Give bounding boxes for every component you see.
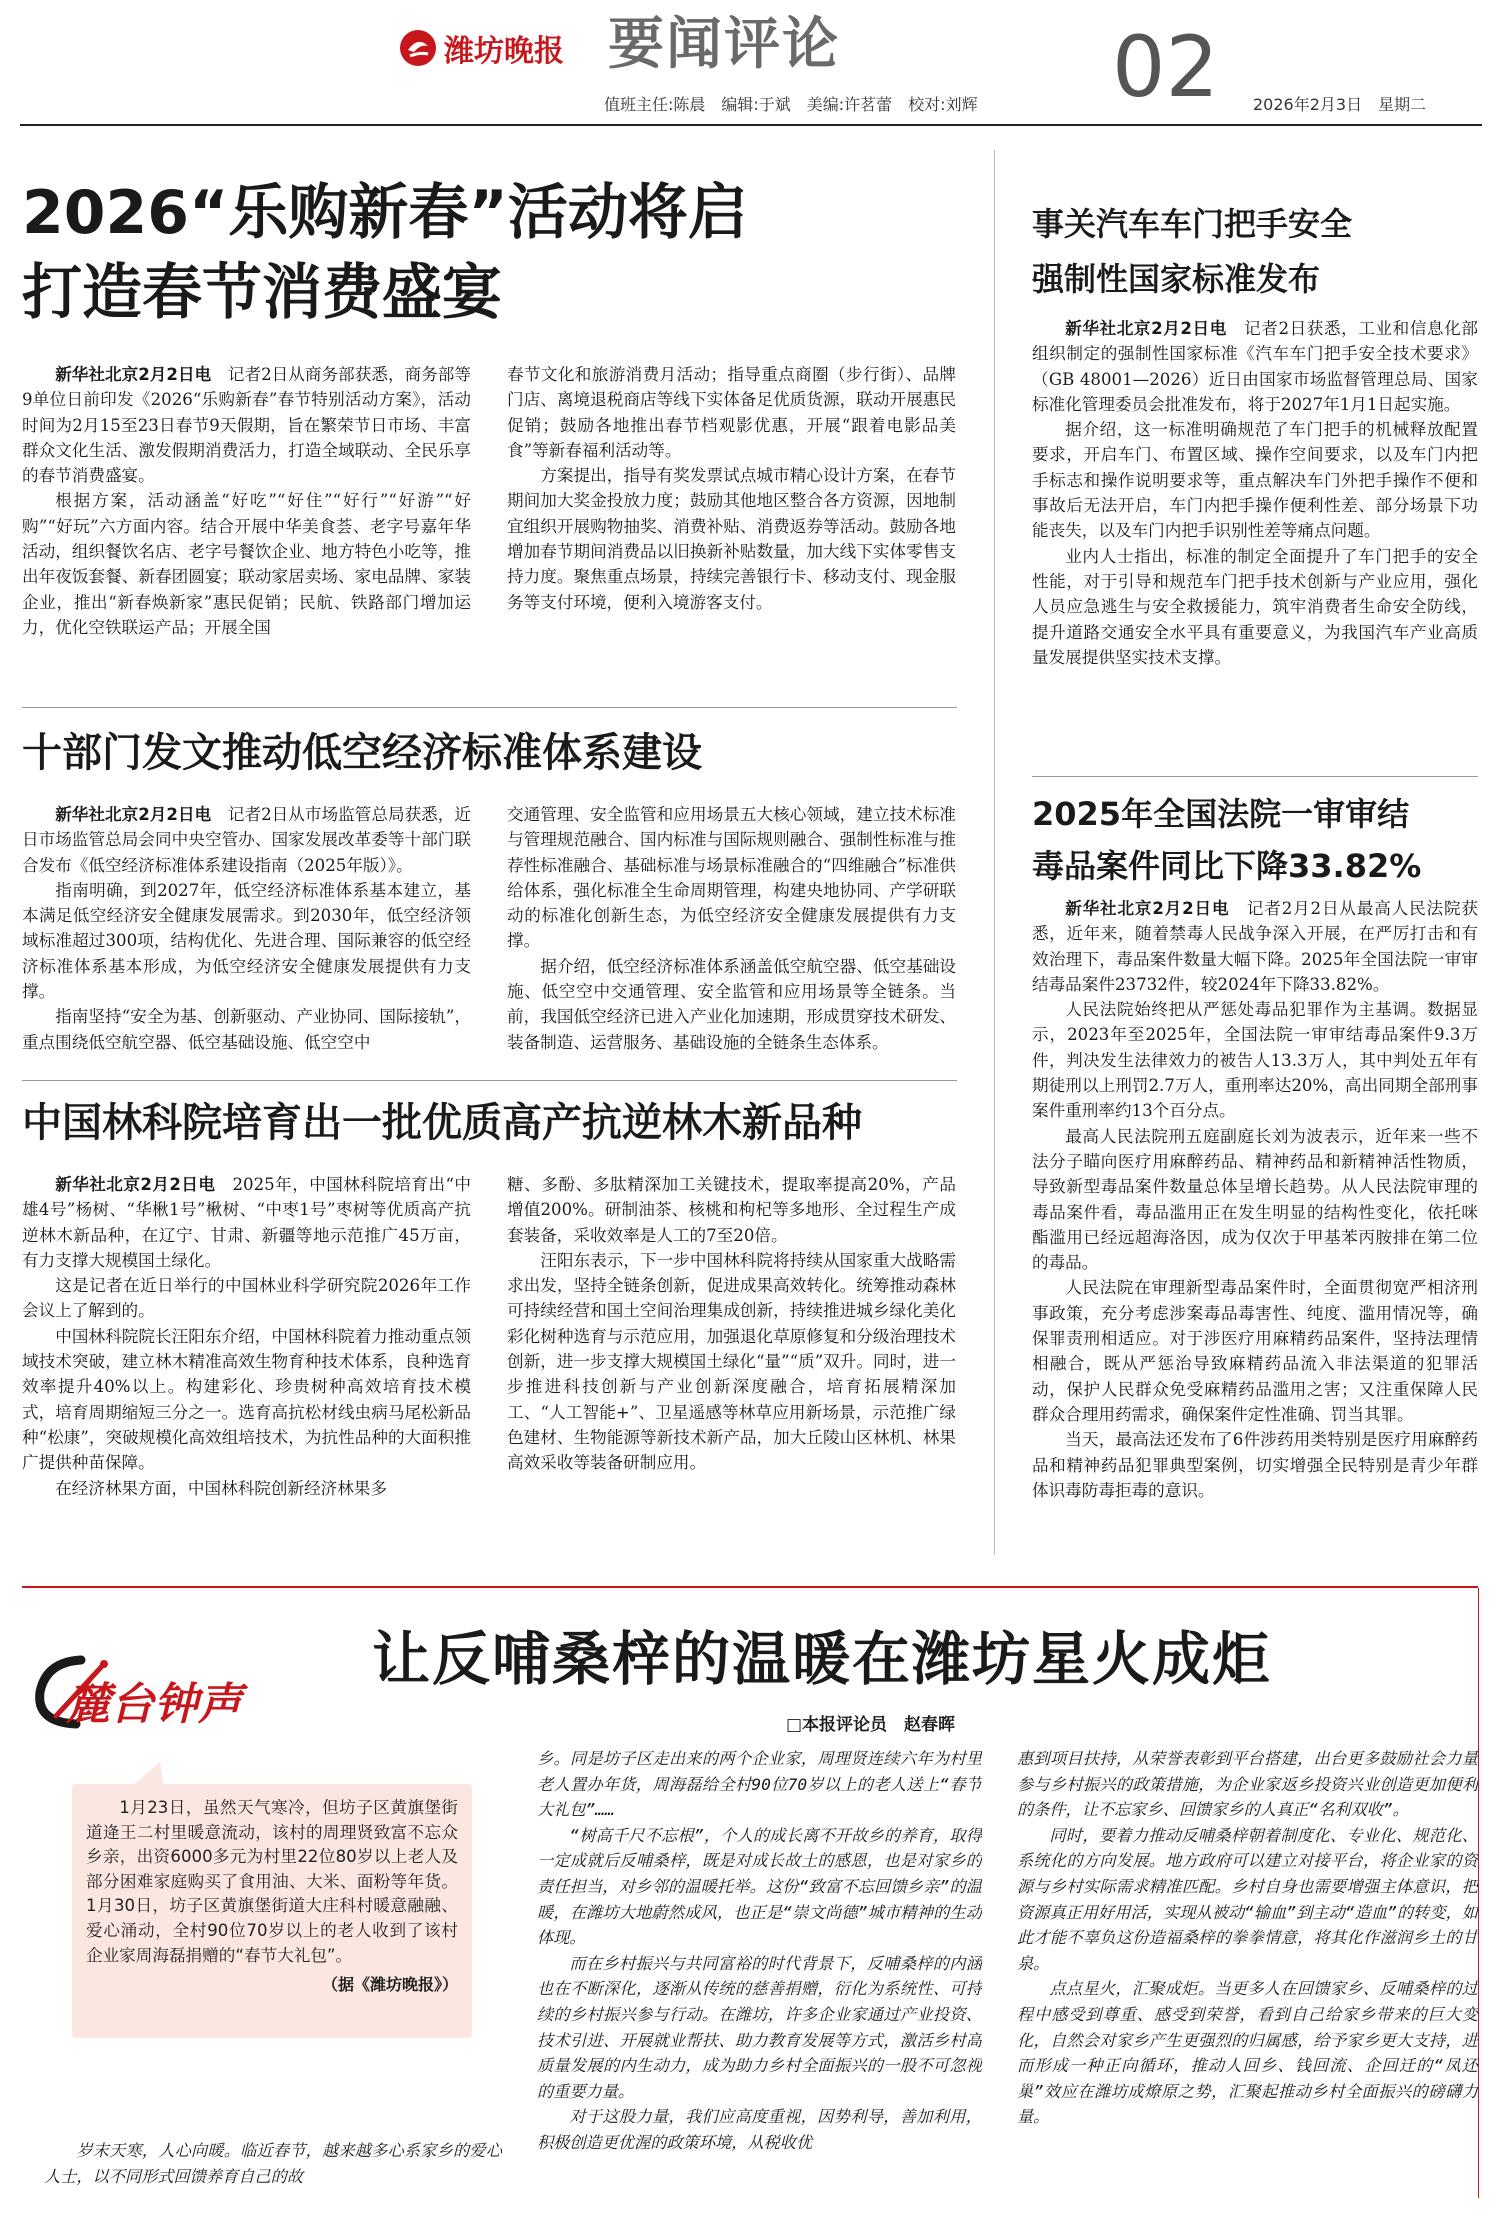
commentary-right-rule	[1478, 1588, 1479, 2198]
article5-para5: 当天，最高法还发布了6件涉药用类特别是医疗用麻醉药品和精神药品犯罪典型案例，切实增强全民特别是青少年群体识毒防毒拒毒的意识。	[1032, 1430, 1478, 1500]
commentary-top-rule	[22, 1586, 1478, 1588]
paper-logo-icon	[398, 28, 438, 68]
divider	[22, 1080, 957, 1081]
page-number: 02	[1112, 18, 1219, 116]
article3-title: 中国林科院培育出一批优质高产抗逆林木新品种	[22, 1100, 862, 1146]
paper-logo	[398, 26, 564, 70]
commentary-col2	[537, 1746, 982, 2196]
article5-para3: 最高人民法院刑五庭副庭长刘为波表示，近年来一些不法分子瞄向医疗用麻醉药品、精神药品和新精神活性物质，导致新型毒品案件数量总体呈增长趋势。从人民法院审理的毒品案件看，毒品滥用正在发生明显的结构性变化，依托咪酯滥用已经远超海洛因，成为仅次于甲基苯丙胺排在第二位的毒品。	[1032, 1126, 1478, 1273]
article5-title-line2: 毒品案件同比下降33.82%	[1032, 847, 1422, 885]
article3-para5: 糖、多酚、多肽精深加工关键技术，提取率提高20%，产品增值200%。研制油茶、核桃和枸杞等多地形、全过程生产成套装备，采收效率是人工的7至20倍。	[507, 1175, 956, 1245]
article2-para3: 指南坚持“安全为基、创新驱动、产业协同、国际接轨”，重点围绕低空航空器、低空基础设施、低空空中	[22, 1007, 471, 1052]
dateline: 新华社北京2月2日电	[1065, 899, 1230, 918]
commentary-para8: 点点星火，汇聚成炬。当更多人在回馈家乡、反哺桑梓的过程中感受到尊重、感受到荣誉，看到自己给家乡带来的巨大变化，自然会对家乡产生更强烈的归属感，给予家乡更大支持，进而形成一种正向循环，推动人回乡、钱回流、企回迁的“凤还巢”效应在潍坊成燎原之势，汇聚起推动乡村全面振兴的磅礴力量。	[1017, 1979, 1478, 2127]
article3-para4: 在经济林果方面，中国林科院创新经济林果多	[55, 1478, 388, 1498]
article1-para2: 根据方案，活动涵盖“好吃”“好住”“好行”“好游”“好购”“好玩”六方面内容。结合开展中华美食荟、老字号嘉年华活动，组织餐饮名店、老字号餐饮企业、地方特色小吃等，推出年夜饭套餐、新春团圆宴；联动家居卖场、家电品牌、家装企业，推出“新春焕新家”惠民促销；民航、铁路部门增加运力，优化空铁联运产品；开展全国	[22, 491, 471, 637]
article3-para6: 汪阳东表示，下一步中国林科院将持续从国家重大战略需求出发，坚持全链条创新，促进成果高效转化。统筹推动森林可持续经营和国土空间治理集成创新，持续推进城乡绿化美化彩化树种选育与示范应用，加强退化草原修复和分级治理技术创新，进一步支撑大规模国土绿化“量”“质”双升。同时，进一步推进科技创新与产业创新深度融合，培育拓展精深加工、“人工智能+”、卫星遥感等林草应用新场景，示范推广绿色建材、生物能源等新技术新产品，加大丘陵山区林机、林果高效采收等装备研制应用。	[507, 1250, 956, 1473]
masthead	[0, 0, 1500, 150]
article5-para1: 新华社北京2月2日电 记者2月2日从最高人民法院获悉，近年来，随着禁毒人民战争深入开展，在严厉打击和有效治理下，毒品案件数量大幅下降。2025年全国法院一审审结毒品案件23732件，较2024年下降33.82%。	[1032, 899, 1478, 994]
commentary-col1	[44, 2138, 502, 2194]
divider	[22, 707, 957, 708]
article3-para3: 中国林科院院长汪阳东介绍，中国林科院着力推动重点领域技术突破，建立林木精准高效生物育种技术体系，良种选育效率提升40%以上。构建彩化、珍贵树种高效培育技术模式，培育周期缩短三分之一。选育高抗松材线虫病马尾松新品种“松康”，突破规模化高效组培技术，为抗性品种的大面积推广提供种苗保障。	[22, 1326, 471, 1473]
article1-title-line1: 2026“乐购新春”活动将启	[22, 178, 748, 248]
article4-body	[1032, 316, 1478, 764]
commentary-para7: 同时，要着力推动反哺桑梓朝着制度化、专业化、规范化、系统化的方向发展。地方政府可以建立对接平台，将企业家的资源与乡村实际需求精准匹配。乡村自身也需要增强主体意识，把资源真正用好用活，实现从被动“输血”到主动“造血”的转变，如此才能不辜负这份造福桑梓的拳拳情意，将其化作滋润乡土的甘泉。	[1017, 1825, 1478, 1973]
article5-para2: 人民法院始终把从严惩处毒品犯罪作为主基调。数据显示，2023年至2025年，全国法院一审审结毒品案件9.3万件，判决发生法律效力的被告人13.3万人，其中判处五年有期徒刑以上刑罚2.7万人，重刑率达20%，高出同期全部刑事案件重刑率约13个百分点。	[1032, 1000, 1478, 1121]
column-name: 麓台钟声	[66, 1679, 242, 1730]
article2-para5: 据介绍，低空经济标准体系涵盖低空航空器、低空基础设施、低空空中交通管理、安全监管和应用场景等全链条。当前，我国低空经济已进入产业化加速期，形成贯穿技术研发、装备制造、运营服务、基础设施的全链条生态体系。	[507, 956, 956, 1052]
article1-title-line2: 打造春节消费盛宴	[22, 258, 502, 328]
column-divider	[994, 150, 995, 1555]
dateline: 新华社北京2月2日电	[55, 365, 212, 384]
commentary-col3	[1017, 1746, 1478, 2196]
paper-name: 潍坊晚报	[444, 34, 564, 69]
article1-para3: 春节文化和旅游消费月活动；指导重点商圈（步行街）、品牌门店、离境退税商店等线下实体备足优质货源，联动开展惠民促销；鼓励各地推出春节档观影优惠，开展“跟着电影品美食”等新春福利活动等。	[507, 365, 956, 460]
article3-col2	[507, 1172, 956, 1584]
article1-col2	[507, 362, 956, 682]
article4-para1: 新华社北京2月2日电 记者2日获悉，工业和信息化部组织制定的强制性国家标准《汽车车门把手安全技术要求》（GB 48001—2026）近日由国家市场监督管理总局、国家标准化管理委员会批准发布，将于2027年1月1日起实施。	[1032, 319, 1478, 414]
quote-box-tail	[120, 1762, 180, 1788]
article2-title: 十部门发文推动低空经济标准体系建设	[22, 730, 702, 776]
issue-date: 2026年2月3日 星期二	[1253, 95, 1427, 114]
staff-credits: 值班主任:陈晨 编辑:于斌 美编:许茗蕾 校对:刘辉	[604, 95, 978, 114]
excerpt-text: 1月23日，虽然天气寒冷，但坊子区黄旗堡街道逄王二村里暖意流动，该村的周理贤致富不忘众乡亲，出资6000多元为村里22位80岁以上老人及部分困难家庭购买了食用油、大米、面粉等年货。1月30日，坊子区黄旗堡街道大庄科村暖意融融、爱心涌动，全村90位70岁以上的老人收到了该村企业家周海磊捐赠的“春节大礼包”。	[86, 1798, 458, 1965]
article4-para2: 据介绍，这一标准明确规范了车门把手的机械释放配置要求，开启车门、布置区域、操作空间要求，以及车门内把手标志和操作说明要求等，重点解决车门外把手操作不便和事故后无法开启，车门内把手操作便利性差、部分场景下功能丧失，以及车门内把手识别性差等痛点问题。	[1032, 420, 1478, 541]
article5-title-line1: 2025年全国法院一审审结	[1032, 795, 1410, 833]
article4-title-line1: 事关汽车车门把手安全	[1032, 205, 1353, 243]
article3-para2: 这是记者在近日举行的中国林业科学研究院2026年工作会议上了解到的。	[22, 1276, 471, 1321]
commentary-para4: 而在乡村振兴与共同富裕的时代背景下，反哺桑梓的内涵也在不断深化，逐渐从传统的慈善捐赠，衍化为系统性、可持续的乡村振兴参与行动。在潍坊，许多企业家通过产业投资、技术引进、开展就业帮扶、助力教育发展等方式，激活乡村高质量发展的内生动力，成为助力乡村全面振兴的一股不可忽视的重要力量。	[537, 1953, 982, 2101]
commentary-byline: □本报评论员 赵春晖	[786, 1715, 956, 1735]
article1-col1	[22, 362, 471, 682]
commentary-para1: 岁末天寒，人心向暖。临近春节，越来越多心系家乡的爱心人士，以不同形式回馈养育自己的故	[44, 2141, 502, 2186]
article1-para4: 方案提出，指导有奖发票试点城市精心设计方案，在春节期间加大奖金投放力度；鼓励其他地区整合各方资源，因地制宜组织开展购物抽奖、消费补贴、消费返券等活动。鼓励各地增加春节期间消费品以旧换新补贴数量，加大线下实体零售支持力度。聚焦重点场景，持续完善银行卡、移动支付、现金服务等支付环境，便利入境游客支付。	[507, 466, 956, 612]
article2-para4: 交通管理、安全监管和应用场景五大核心领域，建立技术标准与管理规范融合、国内标准与国际规则融合、强制性标准与推荐性标准融合、基础标准与场景标准融合的“四维融合”标准供给体系，强化标准全生命周期管理，构建央地协同、产学研联动的标准化创新生态，为低空经济安全健康发展提供有力支撑。	[507, 805, 956, 951]
article5-para4: 人民法院在审理新型毒品案件时，全面贯彻宽严相济刑事政策，充分考虑涉案毒品毒害性、纯度、滥用情况等，确保罪责刑相适应。对于涉医疗用麻精药品案件，坚持法理情相融合，既从严惩治导致麻精药品流入非法渠道的犯罪活动，保护人民群众免受麻精药品滥用之害；又注重保障人民群众合理用药需求，确保案件定性准确、罚当其罪。	[1032, 1278, 1478, 1424]
dateline: 新华社北京2月2日电	[55, 805, 212, 824]
article4-title-line2: 强制性国家标准发布	[1032, 260, 1321, 298]
section-title: 要闻评论	[608, 12, 840, 77]
commentary-para6: 惠到项目扶持，从荣誉表彰到平台搭建，出台更多鼓励社会力量参与乡村振兴的政策措施，为企业家返乡投资兴业创造更加便利的条件，让不忘家乡、回馈家乡的人真正“名利双收”。	[1017, 1749, 1478, 1820]
article4-para3: 业内人士指出，标准的制定全面提升了车门把手的安全性能，对于引导和规范车门把手技术创新与产业应用，强化人员应急逃生与安全救援能力，筑牢消费者生命安全防线，提升道路交通安全水平具有重要意义，为我国汽车产业高质量发展提供坚实技术支撑。	[1032, 546, 1478, 667]
excerpt-source: （据《潍坊晚报》）	[321, 1975, 458, 1995]
news-excerpt-box	[72, 1784, 472, 2038]
commentary-para2: 乡。同是坊子区走出来的两个企业家，周理贤连续六年为村里老人置办年货，周海磊给全村90位70岁以上的老人送上“春节大礼包”……	[537, 1749, 982, 1820]
dateline: 新华社北京2月2日电	[1065, 319, 1227, 338]
article1-para1: 新华社北京2月2日电 记者2日从商务部获悉，商务部等9单位日前印发《2026“乐购新春”春节特别活动方案》，活动时间为2月15至23日春节9天假期，旨在繁荣节日市场、丰富群众文化生活、激发假期消费活力，打造全域联动、全民乐享的春节消费盛宴。	[22, 365, 471, 486]
dateline: 新华社北京2月2日电	[55, 1175, 216, 1194]
commentary-para3: “树高千尺不忘根”，个人的成长离不开故乡的养育，取得一定成就后反哺桑梓，既是对成长故土的感恩，也是对家乡的责任担当，对乡邻的温暖托举。这份“致富不忘回馈乡亲”的温暖，在潍坊大地蔚然成风，也正是“崇文尚德”城市精神的生动体现。	[537, 1825, 982, 1948]
article2-para1: 新华社北京2月2日电 记者2日从市场监管总局获悉，近日市场监管总局会同中央空管办、国家发展改革委等十部门联合发布《低空经济标准体系建设指南（2025年版）》。	[22, 805, 471, 875]
article2-para2: 指南明确，到2027年，低空经济标准体系基本建立，基本满足低空经济安全健康发展需求。到2030年，低空经济领域标准超过300项，结构优化、先进合理、国际兼容的低空经济标准体系基本形成，为低空经济安全健康发展提供有力支撑。	[22, 880, 471, 1002]
article3-col1	[22, 1172, 471, 1584]
column-logo	[26, 1652, 296, 1732]
article3-para1: 新华社北京2月2日电 2025年，中国林科院培育出“中雄4号”杨树、“华楸1号”楸树、“中枣1号”枣树等优质高产抗逆林木新品种，在辽宁、甘肃、新疆等地示范推广45万亩，有力支撑大规模国土绿化。	[22, 1175, 471, 1270]
article5-body	[1032, 896, 1478, 1556]
article2-col2	[507, 802, 956, 1056]
commentary-title: 让反哺桑梓的温暖在潍坊星火成炬	[372, 1625, 1273, 1693]
masthead-rule	[20, 124, 1482, 126]
article2-col1	[22, 802, 471, 1056]
divider	[1032, 776, 1478, 777]
commentary-para5: 对于这股力量，我们应高度重视，因势利导，善加利用，积极创造更优渥的政策环境，从税收优	[537, 2107, 982, 2152]
